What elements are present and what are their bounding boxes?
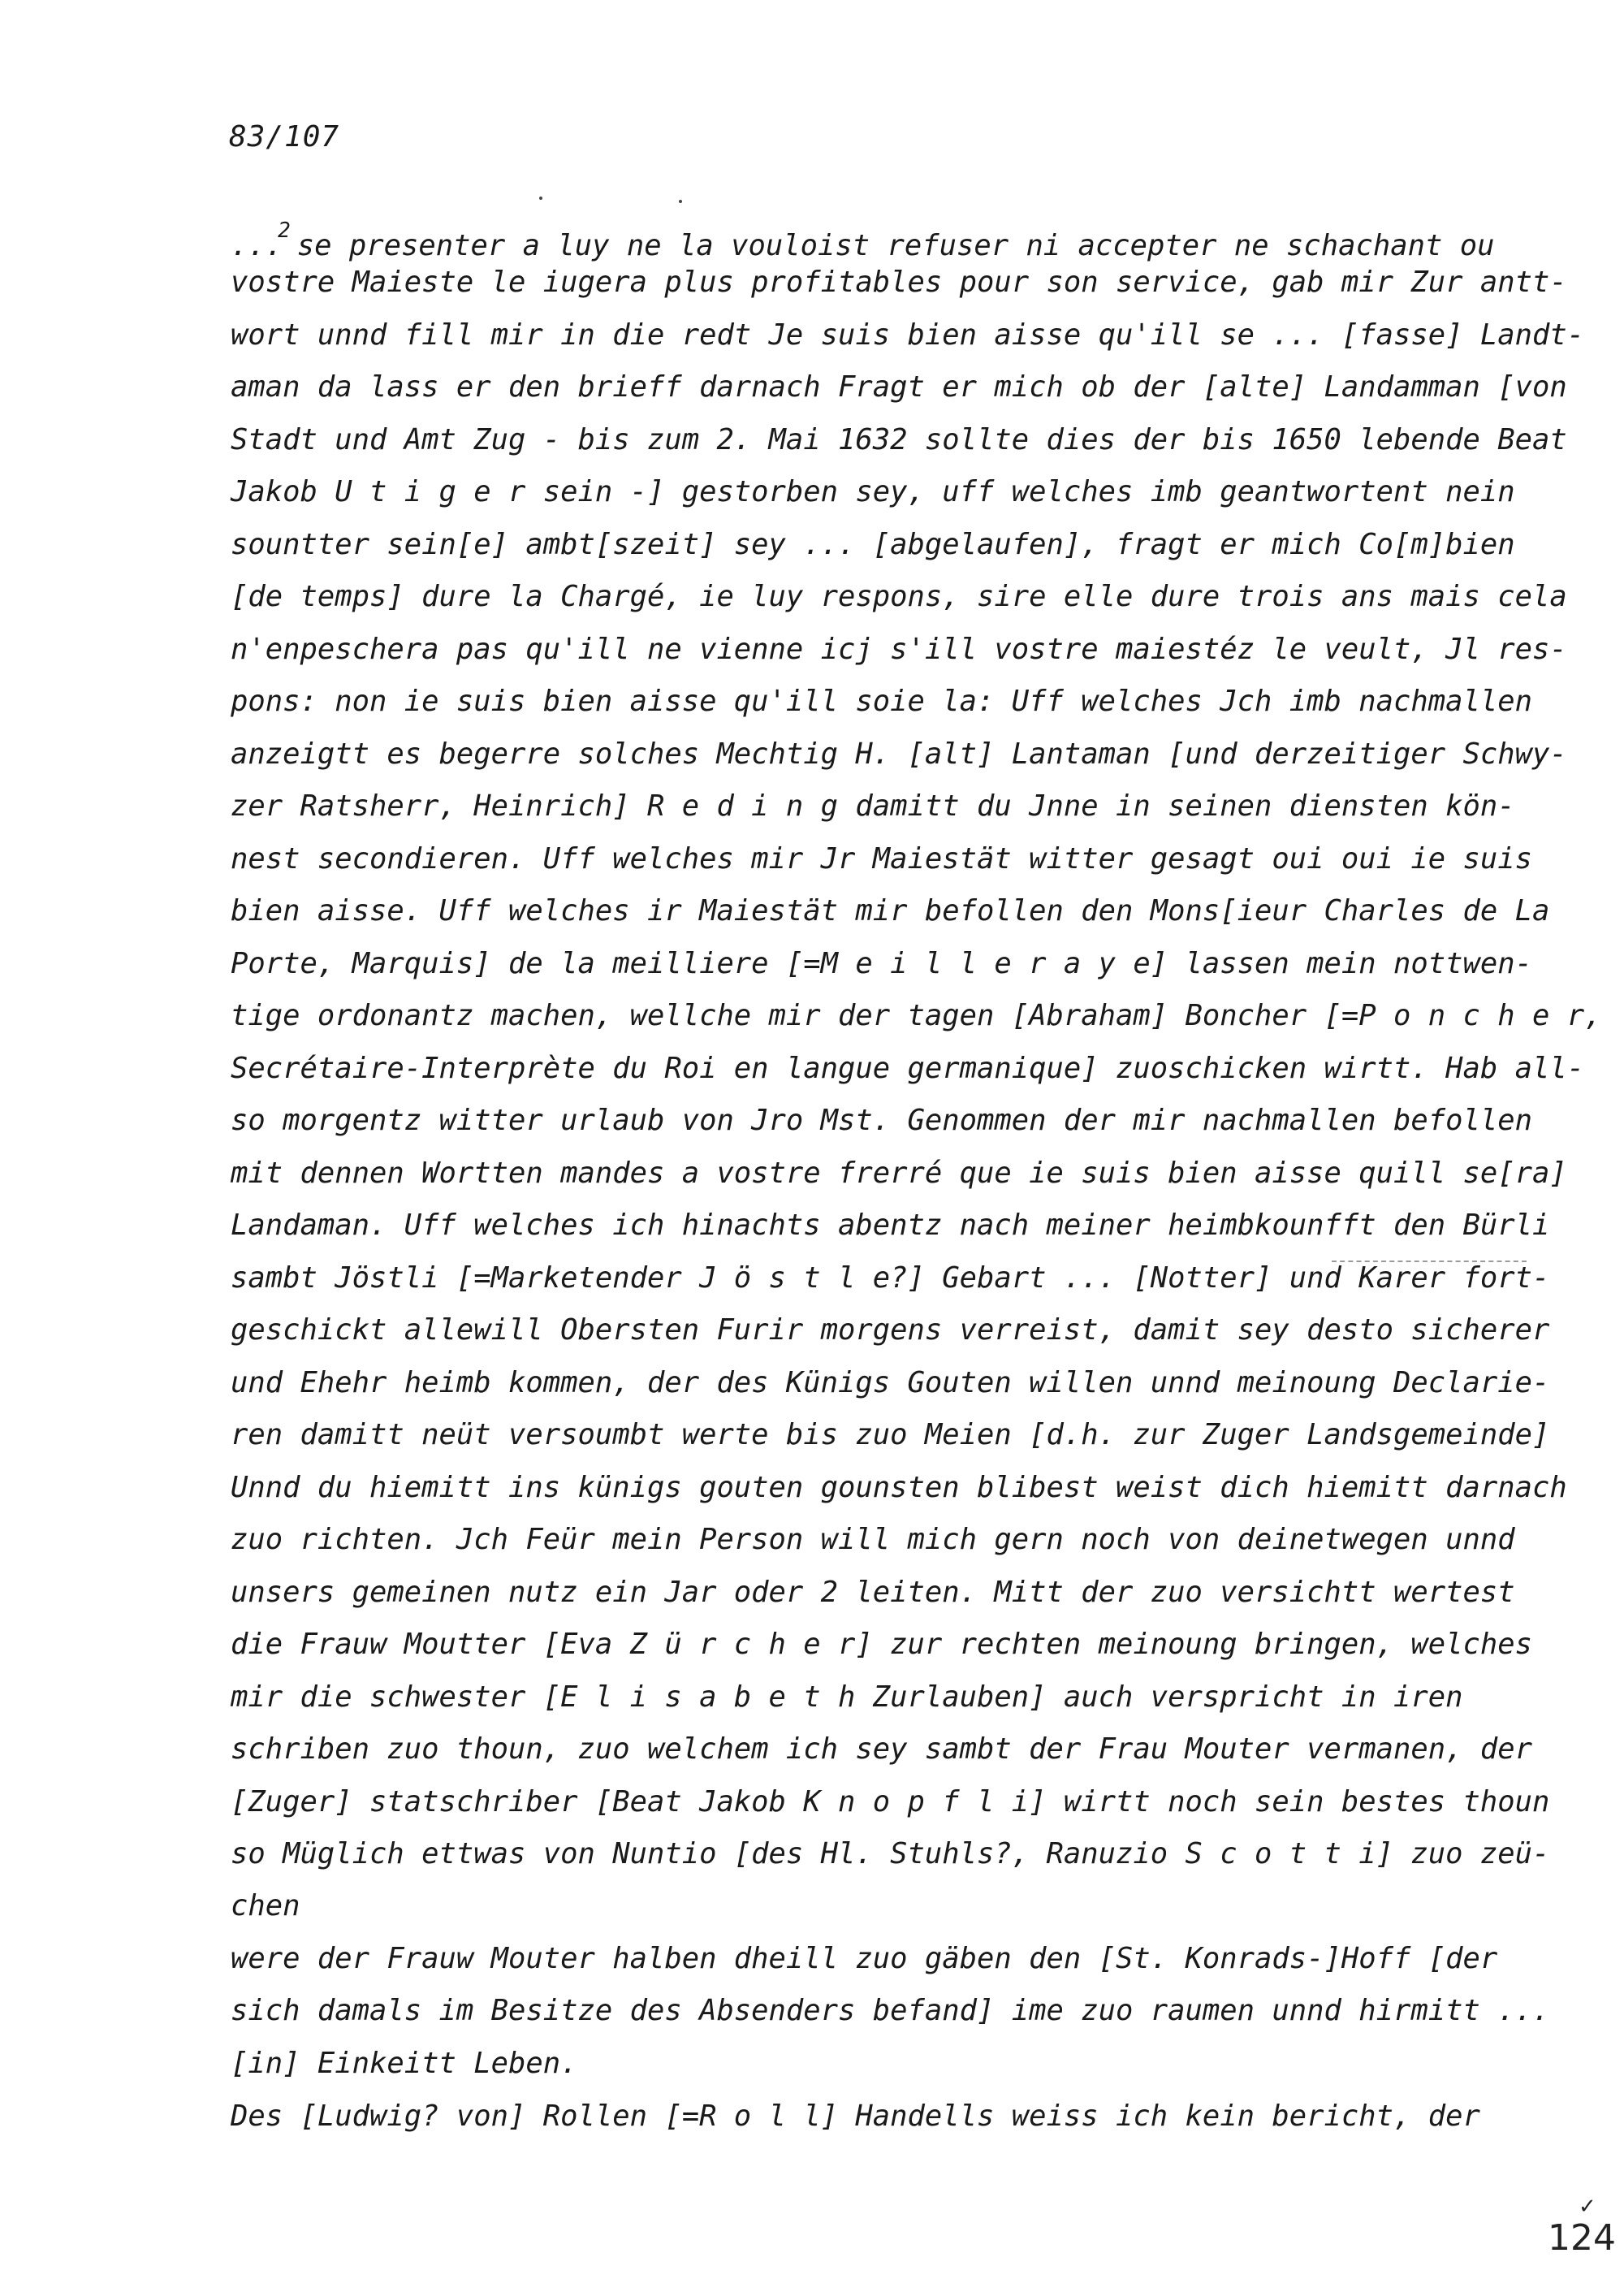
text-line: sountter sein[e] ambt[szeit] sey ... [abgelaufen], fragt er mich Co[m]bien [231,528,1515,561]
text-line: mir die schwester [E l i s a b e t h Zurlauben] auch verspricht in iren [231,1680,1463,1714]
text-line: schriben zuo thoun, zuo welchem ich sey sambt der Frau Mouter vermanen, der [231,1732,1532,1766]
text-line: Secrétaire-Interprète du Roi en langue germanique] zuoschicken wirtt. Hab all- [231,1052,1585,1085]
text-line: ren damitt neüt versoumbt werte bis zuo Meien [d.h. zur Zuger Landsgemeinde] [231,1418,1550,1451]
text-line: n'enpeschera pas qu'ill ne vienne icj s'ill vostre maiestéz le veult, Jl res- [231,633,1567,666]
text-line: nest secondieren. Uff welches mir Jr Maiestät witter gesagt oui oui ie suis [231,842,1532,876]
text-line: tige ordonantz machen, wellche mir der tagen [Abraham] Boncher [=P o n c h e r, [231,999,1602,1032]
folio-number: 124 [1548,2217,1616,2259]
text-line [231,213,1495,264]
ellipsis: ... [231,229,283,262]
text-line: pons: non ie suis bien aisse qu'ill soie la: Uff welches Jch imb nachmallen [231,685,1532,718]
text-line: mit dennen Wortten mandes a vostre frerré que ie suis bien aisse quill se[ra] [231,1157,1567,1190]
text-line: were der Frauw Mouter halben dheill zuo gäben den [St. Konrads-]Hoff [der [231,1942,1498,1975]
text-line: [Zuger] statschriber [Beat Jakob K n o p f l i] wirtt noch sein bestes thoun [231,1785,1550,1818]
text-line: [in] Einkeitt Leben. [231,2047,578,2080]
text-line: bien aisse. Uff welches ir Maiestät mir befollen den Mons[ieur Charles de La [231,894,1550,928]
ink-speck [679,200,682,203]
text-line: sambt Jöstli [=Marketender J ö s t l e?] Gebart ... [Notter] und Karer fort- [231,1261,1550,1295]
line-text: se presenter a luy ne la vouloist refuser ni accepter ne schachant ou [296,229,1495,262]
page-reference: 83/107 [229,120,340,154]
text-line: vostre Maieste le iugera plus profitables pour son service, gab mir Zur antt- [231,266,1567,299]
text-line: [de temps] dure la Chargé, ie luy respons, sire elle dure trois ans mais cela [231,580,1567,613]
text-line: geschickt allewill Obersten Furir morgens verreist, damit sey desto sicherer [231,1313,1550,1347]
text-line: zer Ratsherr, Heinrich] R e d i n g damitt du Jnne in seinen diensten kön- [231,789,1515,823]
text-line: Porte, Marquis] de la meilliere [=M e i l l e r a y e] lassen mein nottwen- [231,947,1532,980]
text-line: aman da lass er den brieff darnach Fragt er mich ob der [alte] Landamman [von [231,370,1567,404]
text-line: wort unnd fill mir in die redt Je suis bien aisse qu'ill se ... [fasse] Landt- [231,318,1585,352]
text-line: und Ehehr heimb kommen, der des Künigs Gouten willen unnd meinoung Declarie- [231,1366,1550,1399]
text-line: anzeigtt es begerre solches Mechtig H. [alt] Lantaman [und derzeitiger Schwy- [231,737,1567,771]
ink-speck [539,197,542,200]
text-line: so morgentz witter urlaub von Jro Mst. Genommen der mir nachmallen befollen [231,1104,1532,1137]
footnote-marker: 2 [278,218,291,243]
text-line: sich damals im Besitze des Absenders befand] ime zuo raumen unnd hirmitt ... [231,1994,1550,2027]
text-line: chen [231,1889,300,1922]
text-line: Des [Ludwig? von] Rollen [=R o l l] Handells weiss ich kein bericht, der [231,2100,1480,2133]
text-line: zuo richten. Jch Feür mein Person will mich gern noch von deinetwegen unnd [231,1523,1515,1556]
text-line: so Müglich ettwas von Nuntio [des Hl. Stuhls?, Ranuzio S c o t t i] zuo zeü- [231,1837,1550,1870]
text-line: die Frauw Moutter [Eva Z ü r c h e r] zur rechten meinoung bringen, welches [231,1628,1532,1661]
text-line: Stadt und Amt Zug - bis zum 2. Mai 1632 sollte dies der bis 1650 lebende Beat [231,423,1567,456]
text-line: Landaman. Uff welches ich hinachts abentz nach meiner heimbkounfft den Bürli [231,1209,1550,1242]
text-line: Unnd du hiemitt ins künigs gouten gounsten blibest weist dich hiemitt darnach [231,1471,1567,1504]
checkmark-icon: ✓ [1579,2195,1596,2219]
text-line: unsers gemeinen nutz ein Jar oder 2 leiten. Mitt der zuo versichtt wertest [231,1576,1515,1609]
text-line: Jakob U t i g e r sein -] gestorben sey, uff welches imb geantwortent nein [231,475,1515,508]
